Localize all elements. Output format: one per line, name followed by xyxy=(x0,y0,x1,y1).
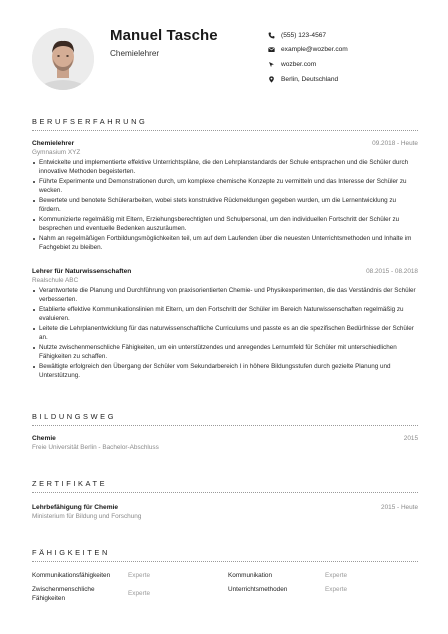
contact-phone xyxy=(268,28,348,42)
location-pin-icon xyxy=(268,76,275,83)
section-title-experience: BERUFSERFAHRUNG xyxy=(32,117,148,126)
contact-email[interactable] xyxy=(268,43,348,57)
skill-level: Experte xyxy=(128,572,151,579)
phone-icon xyxy=(268,32,275,39)
bullet-item: Leitete die Lehrplanentwicklung für das naturwissenschaftliche Curriculums und passte es an die spezifischen Bedürfnisse der Schüler an. xyxy=(32,324,418,342)
section-divider xyxy=(32,561,418,562)
section-title-education: BILDUNGSWEG xyxy=(32,412,117,421)
candidate-name: Manuel Tasche xyxy=(110,27,218,44)
contact-website[interactable] xyxy=(268,58,348,72)
experience-bullets xyxy=(32,286,418,381)
bullet-item: Bewertete und benotete Schülerarbeiten, wobei stets konstruktive Rückmeldungen gegeben wurden, um die Lernentwicklung zu fördern. xyxy=(32,196,418,214)
skill-level: Experte xyxy=(325,572,348,579)
experience-dates: 09.2018 - Heute xyxy=(372,140,418,147)
skill-name: Kommunikation xyxy=(228,572,273,579)
section-divider xyxy=(32,130,418,131)
contact-list xyxy=(268,28,348,87)
contact-location xyxy=(268,72,348,86)
bullet-item: Verantwortete die Planung und Durchführung von praxisorientierten Chemie- und Physikexperimenten, die das Verständnis der Schüler verbesserten. xyxy=(32,286,418,304)
experience-role: Chemielehrer xyxy=(32,140,75,147)
bullet-item: Etablierte effektive Kommunikationslinien mit Eltern, um den Fortschritt der Schüler im Bereich Naturwissenschaften regelmäßig zu evaluieren. xyxy=(32,305,418,323)
experience-company: Realschule ABC xyxy=(32,277,79,284)
email-icon xyxy=(268,46,275,53)
section-divider xyxy=(32,425,418,426)
experience-role: Lehrer für Naturwissenschaften xyxy=(32,268,132,275)
skill-name: Kommunikationsfähigkeiten xyxy=(32,572,111,579)
education-institution: Freie Universität Berlin - Bachelor-Abschluss xyxy=(32,444,159,451)
experience-bullets xyxy=(32,158,418,253)
experience-company: Gymnasium XYZ xyxy=(32,149,81,156)
bullet-item: Führte Experimente und Demonstrationen durch, um komplexe chemische Konzepte zu vermitteln und das Interesse der Schüler zu wecken. xyxy=(32,177,418,195)
link-icon xyxy=(268,61,275,68)
section-divider xyxy=(32,492,418,493)
certificate-issuer: Ministerium für Bildung und Forschung xyxy=(32,513,142,520)
contact-website-text: wozber.com xyxy=(281,61,317,69)
certificate-dates: 2015 - Heute xyxy=(381,504,418,511)
contact-phone-text: (555) 123-4567 xyxy=(281,31,327,39)
bullet-item: Nahm an regelmäßigen Fortbildungsmöglichkeiten teil, um auf dem Laufenden über die neuesten Unterrichtsmethoden und Inhalte im Fachgebiet zu bleiben. xyxy=(32,234,418,252)
education-degree: Chemie xyxy=(32,435,56,442)
skill-level: Experte xyxy=(128,590,151,597)
contact-email-text: example@wozber.com xyxy=(281,46,348,54)
portrait-image xyxy=(32,28,94,90)
education-dates: 2015 xyxy=(403,435,418,442)
certificate-name: Lehrbefähigung für Chemie xyxy=(32,504,119,511)
section-title-skills: FÄHIGKEITEN xyxy=(32,548,110,557)
candidate-job-title: Chemielehrer xyxy=(110,49,160,58)
skill-name: Unterrichtsmethoden xyxy=(228,586,288,593)
bullet-item: Bewältigte erfolgreich den Übergang der Schüler vom Sekundarbereich I in höhere Bildungsstufen durch gezielte Planung und Unterstützung. xyxy=(32,362,418,380)
section-title-certificates: ZERTIFIKATE xyxy=(32,479,108,488)
skill-level: Experte xyxy=(325,586,348,593)
contact-location-text: Berlin, Deutschland xyxy=(281,75,339,83)
bullet-item: Entwickelte und implementierte effektive Unterrichtspläne, die den Lehrplanstandards der Schule entsprachen und die Schüler durch innovative Methoden begeisterten. xyxy=(32,158,418,176)
bullet-item: Nutzte zwischenmenschliche Fähigkeiten, um ein unterstützendes und anregendes Lernumfeld für Schüler mit unterschiedlichen Fähigkeiten zu schaffen. xyxy=(32,343,418,361)
bullet-item: Kommunizierte regelmäßig mit Eltern, Erziehungsberechtigten und Schulpersonal, um den individuellen Fortschritt der Schüler zu besprechen und eventuelle Bedenken auszuräumen. xyxy=(32,215,418,233)
experience-dates: 08.2015 - 08.2018 xyxy=(366,268,418,275)
profile-photo xyxy=(32,28,94,90)
skill-name: Zwischenmenschliche Fähigkeiten xyxy=(32,586,95,602)
